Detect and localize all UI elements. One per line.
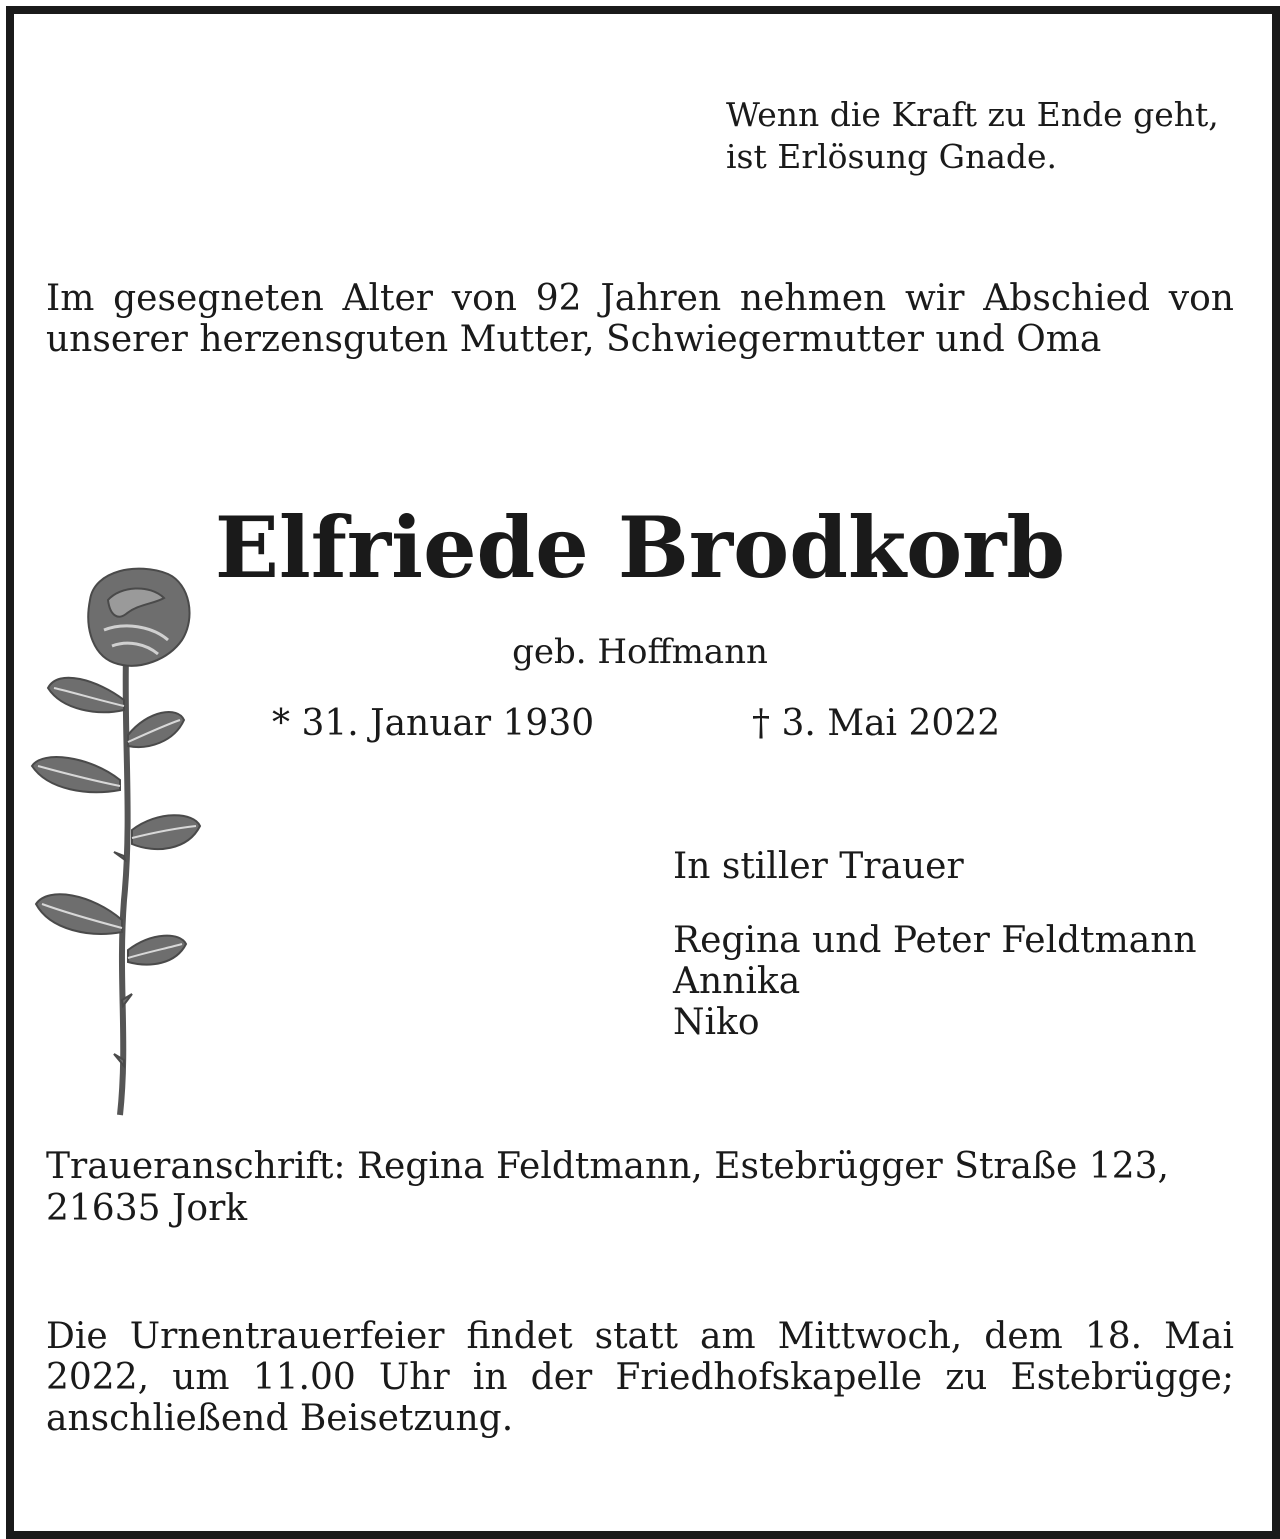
address-line: Traueranschrift: Regina Feldtmann, Estebrügger Straße 123,: [46, 1146, 1169, 1187]
mourner-name: Annika: [673, 961, 801, 1002]
service-notice: Die Urnentrauerfeier findet statt am Mittwoch, dem 18. Mai 2022, um 11.00 Uhr in der Friedhofskapelle zu Estebrügge; anschließend Beisetzung.: [46, 1316, 1234, 1439]
mourner-name: Niko: [673, 1002, 760, 1043]
mourning-address: [46, 1146, 1234, 1230]
motto-quote: [726, 94, 1246, 178]
mourning-heading: In stiller Trauer: [673, 846, 964, 887]
death-date: † 3. Mai 2022: [752, 703, 1001, 744]
maiden-name: geb. Hoffmann: [512, 632, 768, 672]
rose-icon: [28, 560, 208, 1120]
mourner-list: [673, 920, 1197, 1043]
birth-date: * 31. Januar 1930: [272, 703, 595, 744]
motto-line: Wenn die Kraft zu Ende geht,: [726, 95, 1219, 134]
intro-text: Im gesegneten Alter von 92 Jahren nehmen wir Abschied von unserer herzensguten Mutter, Schwiegermutter und Oma: [46, 278, 1234, 360]
address-line: 21635 Jork: [46, 1188, 248, 1229]
mourner-name: Regina und Peter Feldtmann: [673, 920, 1197, 961]
motto-line: ist Erlösung Gnade.: [726, 137, 1058, 176]
deceased-name: Elfriede Brodkorb: [214, 498, 1066, 597]
